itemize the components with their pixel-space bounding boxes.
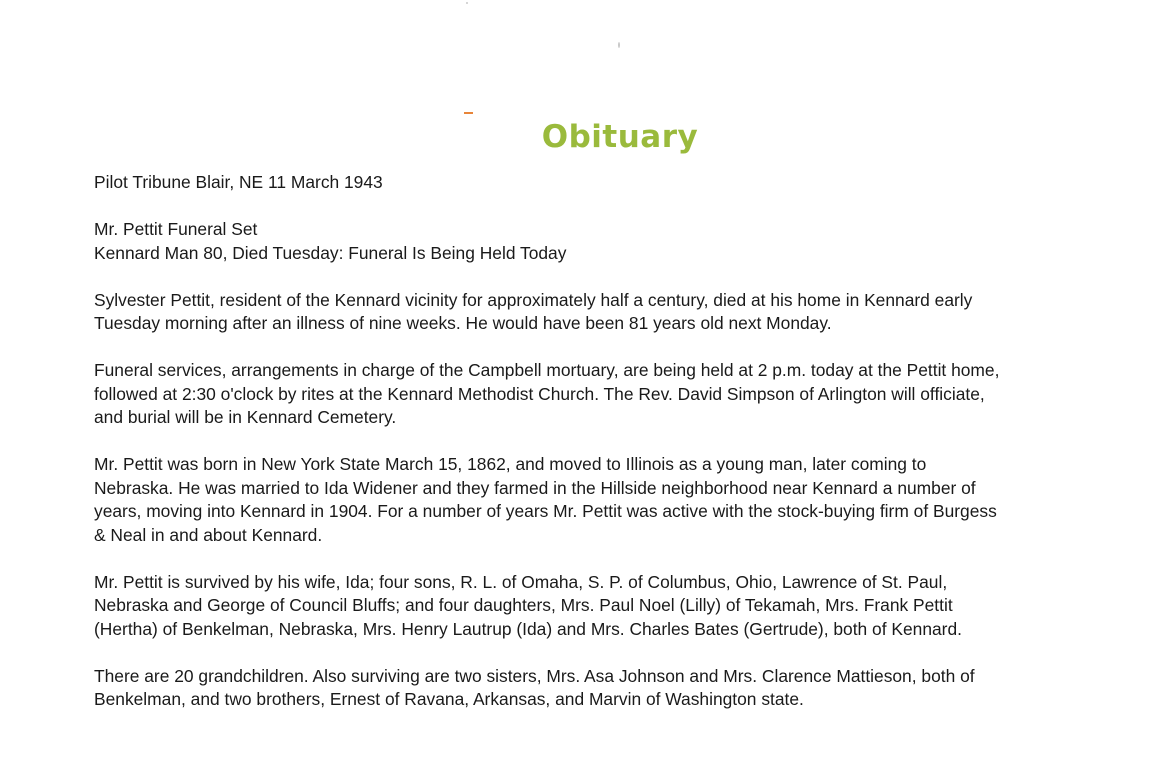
paragraph-line: (Hertha) of Benkelman, Nebraska, Mrs. Henry Lautrup (Ida) and Mrs. Charles Bates (Gertrude), both of Kennard. [94, 618, 962, 639]
paragraph-line: Funeral services, arrangements in charge of the Campbell mortuary, are being held at 2 p.m. today at the Pettit home, [94, 360, 1000, 380]
paragraph-line: Sylvester Pettit, resident of the Kennard vicinity for approximately half a century, died at his home in Kennard early [94, 289, 973, 310]
paragraph-line: Mr. Pettit was born in New York State March 15, 1862, and moved to Illinois as a young man, later coming to [94, 454, 927, 474]
scan-speck [466, 2, 468, 4]
paragraph-line: and burial will be in Kennard Cemetery. [94, 407, 397, 427]
paragraph-biography [94, 453, 1154, 547]
article-body [94, 171, 1154, 735]
scan-speck [618, 42, 620, 48]
paragraph-line: Nebraska. He was married to Ida Widener and they farmed in the Hillside neighborhood near Kennard a number of [94, 477, 976, 498]
scan-mark [464, 112, 473, 114]
paragraph-funeral-services [94, 359, 1154, 430]
source-text: Pilot Tribune Blair, NE 11 March 1943 [94, 172, 383, 192]
paragraph-survivors [94, 571, 1154, 642]
paragraph-line: Nebraska and George of Council Bluffs; and four daughters, Mrs. Paul Noel (Lilly) of Tekamah, Mrs. Frank Pettit [94, 595, 953, 615]
paragraph-line: followed at 2:30 o'clock by rites at the Kennard Methodist Church. The Rev. David Simpson of Arlington will officiate, [94, 383, 985, 404]
paragraph-relatives [94, 665, 1154, 712]
document-title: Obituary [541, 119, 699, 155]
paragraph-death-notice [94, 289, 1154, 336]
paragraph-line: & Neal in and about Kennard. [94, 524, 323, 545]
paragraph-line: Mr. Pettit is survived by his wife, Ida; four sons, R. L. of Omaha, S. P. of Columbus, Ohio, Lawrence of St. Paul, [94, 571, 948, 592]
source-line [94, 171, 1154, 195]
headline: Mr. Pettit Funeral Set [94, 219, 258, 239]
paragraph-line: Benkelman, and two brothers, Ernest of Ravana, Arkansas, and Marvin of Washington state. [94, 689, 804, 709]
paragraph-line: Tuesday morning after an illness of nine weeks. He would have been 81 years old next Monday. [94, 313, 832, 333]
subheadline: Kennard Man 80, Died Tuesday: Funeral Is Being Held Today [94, 242, 567, 263]
paragraph-line: There are 20 grandchildren. Also surviving are two sisters, Mrs. Asa Johnson and Mrs. Clarence Mattieson, both of [94, 665, 975, 686]
paragraph-line: years, moving into Kennard in 1904. For a number of years Mr. Pettit was active with the stock-buying firm of Burgess [94, 501, 997, 521]
headline-block [94, 218, 1154, 265]
